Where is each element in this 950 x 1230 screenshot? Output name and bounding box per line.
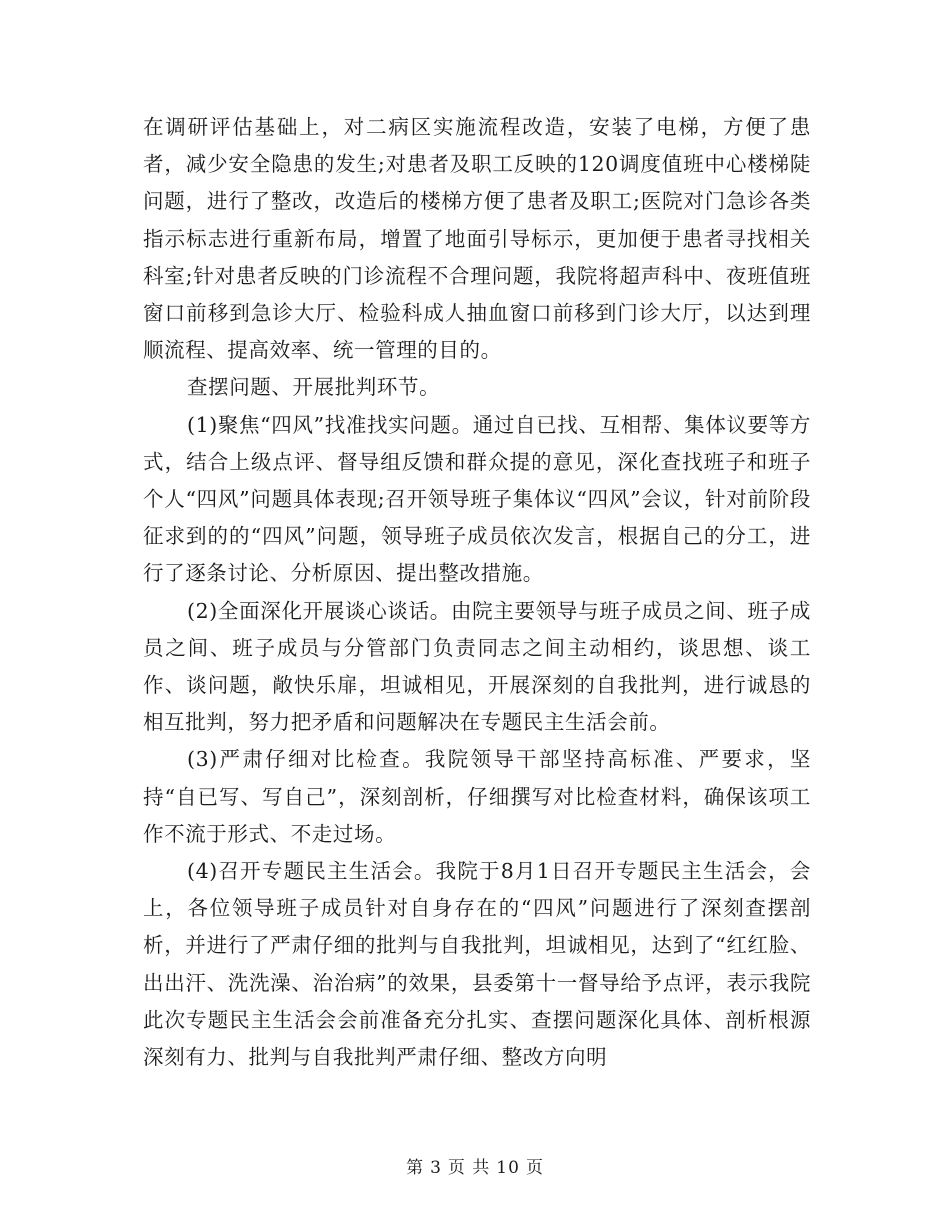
footer-current-page: 3 [430, 1158, 442, 1178]
paragraph-3: (1)聚焦“四风”找准找实问题。通过自已找、互相帮、集体议要等方式，结合上级点评、督导组反馈和群众提的意见，深化查找班子和班子个人“四风”问题具体表现;召开领导班子集体议“四风”会议，针对前阶段征求到的的“四风”问题，领导班子成员依次发言，根据自己的分工，进行了逐条讨论、分析原因、提出整改措施。 [143, 412, 811, 586]
footer-middle: 页 共 [447, 1158, 491, 1178]
paragraph-4: (2)全面深化开展谈心谈话。由院主要领导与班子成员之间、班子成员之间、班子成员与分管部门负责同志之间主动相约，谈思想、谈工作、谈问题，敞快乐扉，坦诚相见，开展深刻的自我批判，进行诚恳的相互批判，努力把矛盾和问题解决在专题民主生活会前。 [143, 598, 811, 735]
page-footer [0, 1153, 950, 1178]
paragraph-6: (4)召开专题民主生活会。我院于8月1日召开专题民主生活会，会上，各位领导班子成员针对自身存在的“四风”问题进行了深刻查摆剖析，并进行了严肃仔细的批判与自我批判，坦诚相见，达到了“红红脸、出出汗、洗洗澡、治治病”的效果，县委第十一督导给予点评，表示我院此次专题民主生活会会前准备充分扎实、查摆问题深化具体、剖析根源深刻有力、批判与自我批判严肃仔细、整改方向明 [143, 859, 811, 1070]
footer-suffix: 页 [525, 1158, 544, 1178]
document-body [143, 109, 811, 1076]
footer-total-pages: 10 [496, 1158, 520, 1178]
paragraph-2: 查摆问题、开展批判环节。 [187, 375, 441, 400]
footer-prefix: 第 [406, 1158, 425, 1178]
paragraph-1: 在调研评估基础上，对二病区实施流程改造，安装了电梯，方便了患者，减少安全隐患的发生;对患者及职工反映的120调度值班中心楼梯陡问题，进行了整改，改造后的楼梯方便了患者及职工;医院对门急诊各类指示标志进行重新布局，增置了地面引导标示，更加便于患者寻找相关科室;针对患者反映的门诊流程不合理问题，我院将超声科中、夜班值班窗口前移到急诊大厅、检验科成人抽血窗口前移到门诊大厅，以达到理顺流程、提高效率、统一管理的目的。 [143, 115, 811, 363]
paragraph-5: (3)严肃仔细对比检查。我院领导干部坚持高标准、严要求，坚持“自已写、写自己”，深刻剖析，仔细撰写对比检查材料，确保该项工作不流于形式、不走过场。 [143, 747, 811, 846]
